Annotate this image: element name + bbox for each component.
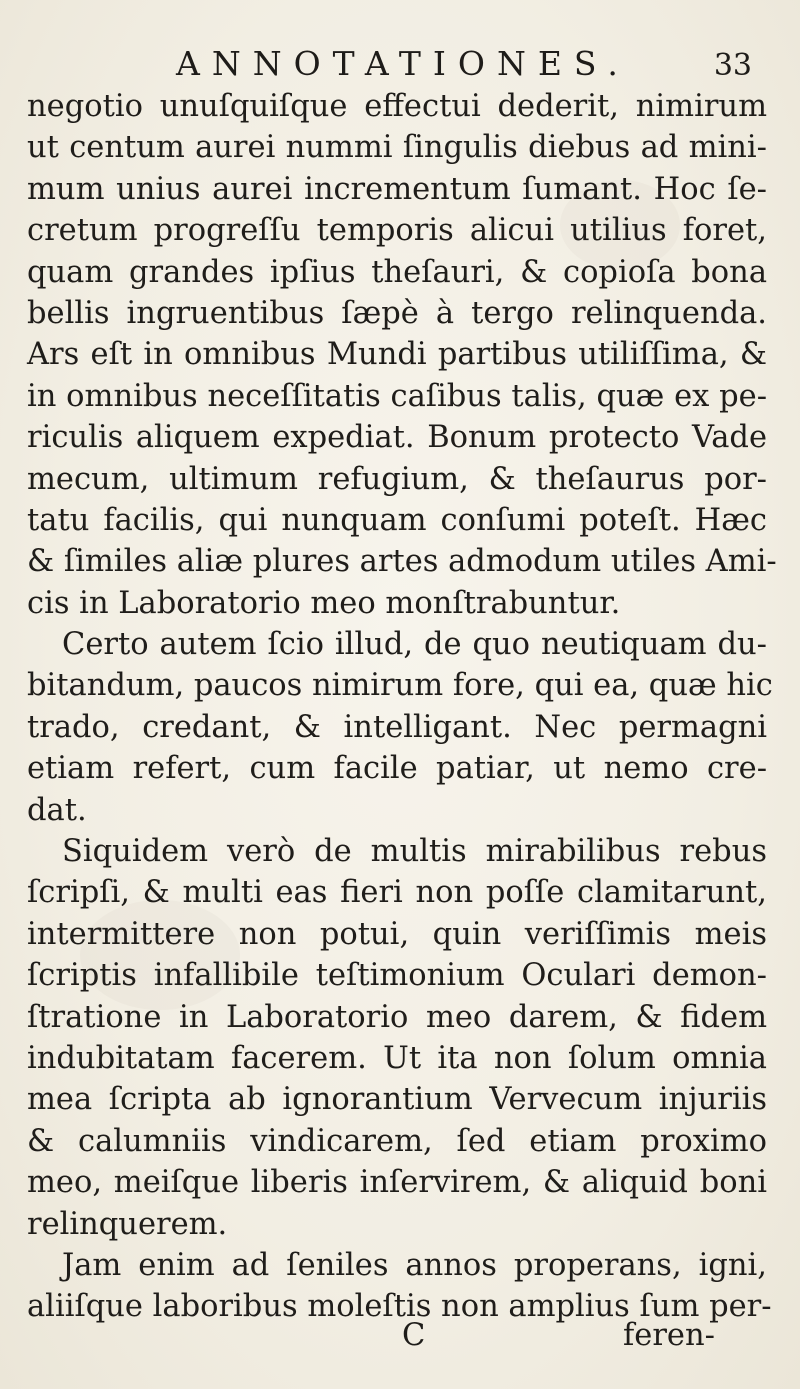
text-line: mea ſcripta ab ignorantium Vervecum injuriis bbox=[27, 1082, 767, 1118]
text-line: Jam enim ad ſeniles annos properans, igni, bbox=[62, 1247, 767, 1283]
text-line: Certo autem ſcio illud, de quo neutiquam du- bbox=[62, 627, 767, 663]
text-line: quam grandes ipſius theſauri, & copioſa bona bbox=[27, 254, 767, 290]
text-line: dat. bbox=[27, 792, 87, 828]
text-line: & calumniis vindicarem, ſed etiam proximo bbox=[27, 1123, 767, 1159]
text-line: in omnibus neceſſitatis caſibus talis, quæ ex pe- bbox=[27, 378, 767, 414]
text-line: ſcriptis infallibile teſtimonium Oculari demon- bbox=[27, 958, 767, 994]
text-line: bitandum, paucos nimirum fore, qui ea, quæ hic bbox=[27, 668, 773, 704]
text-line: Siquidem verò de multis mirabilibus rebus bbox=[62, 834, 767, 870]
text-line: intermittere non potui, quin veriſſimis meis bbox=[27, 916, 767, 952]
catchword: feren- bbox=[623, 1318, 715, 1353]
text-line: negotio unuſquiſque effectui dederit, nimirum bbox=[27, 89, 767, 124]
text-line: & ſimiles aliæ plures artes admodum utiles Ami- bbox=[27, 544, 777, 580]
text-line: mecum, ultimum refugium, & theſaurus por- bbox=[27, 461, 767, 497]
text-line: bellis ingruentibus ſæpè à tergo relinquenda. bbox=[27, 295, 767, 331]
body-text bbox=[27, 86, 777, 1328]
text-line: indubitatam facerem. Ut ita non ſolum omnia bbox=[27, 1040, 767, 1076]
text-line: ſcripſi, & multi eas fieri non poſſe clamitarunt, bbox=[27, 875, 767, 911]
text-line: aliiſque laboribus moleſtis non amplius ſum per- bbox=[27, 1289, 772, 1325]
text-line: relinquerem. bbox=[27, 1206, 228, 1242]
text-line: ut centum aurei nummi ſingulis diebus ad mini- bbox=[27, 130, 767, 166]
page-header bbox=[0, 38, 800, 88]
text-line: meo, meiſque liberis inſervirem, & aliquid boni bbox=[27, 1165, 767, 1201]
text-line: cretum progreſſu temporis alicui utilius foret, bbox=[27, 213, 767, 249]
text-line: tatu facilis, qui nunquam conſumi poteſt. Hæc bbox=[27, 502, 767, 538]
running-head: ANNOTATIONES. bbox=[176, 44, 630, 83]
text-line: mum unius aurei incrementum ſumant. Hoc ſe- bbox=[27, 171, 767, 207]
signature-mark: C bbox=[402, 1318, 426, 1353]
text-line: ſtratione in Laboratorio meo darem, & fidem bbox=[27, 999, 767, 1035]
page-number: 33 bbox=[713, 48, 752, 83]
text-line: riculis aliquem expediat. Bonum protecto Vade bbox=[27, 420, 767, 456]
text-line: Ars eſt in omnibus Mundi partibus utiliſſima, & bbox=[27, 337, 767, 373]
text-line: trado, credant, & intelligant. Nec permagni bbox=[27, 709, 767, 745]
text-line: etiam refert, cum facile patiar, ut nemo cre- bbox=[27, 751, 767, 787]
text-line: cis in Laboratorio meo monſtrabuntur. bbox=[27, 585, 621, 621]
page-footer bbox=[0, 1318, 800, 1358]
